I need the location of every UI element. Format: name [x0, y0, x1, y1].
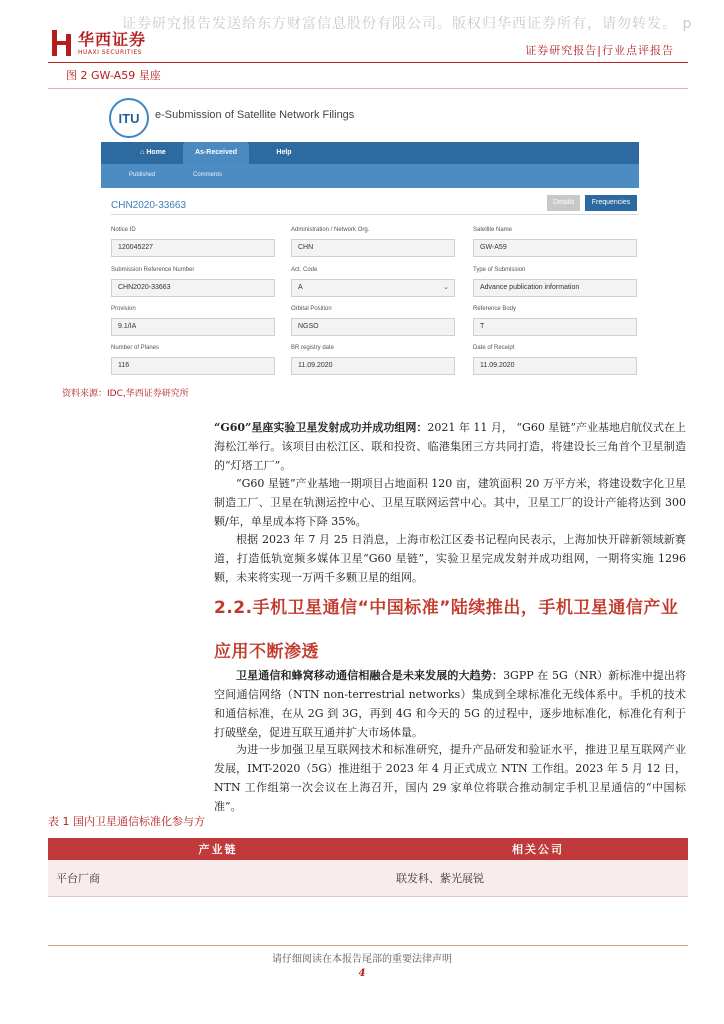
chevron-down-icon: ⌄: [443, 284, 449, 291]
notice-id-field[interactable]: 120045227: [111, 239, 275, 257]
table-cell-chain: 平台厂商: [48, 860, 388, 896]
br-registry-date-field[interactable]: 11.09.2020: [291, 357, 455, 375]
submission-type-field[interactable]: Advance publication information: [473, 279, 637, 297]
subnav-published[interactable]: Published: [129, 172, 156, 178]
paragraph-body: 2021 年 11 月， “G60 星链”产业基地启航仪式在上海松江举行。该项目由松江区、联和投资、临港集团三方共同打造，将建设长三角首个卫星制造的“灯塔工厂”。: [214, 421, 686, 472]
table-cell-companies: 联发科、紫光展锐: [388, 860, 688, 896]
standards-participants-table: [48, 838, 688, 897]
reference-body-field[interactable]: T: [473, 318, 637, 336]
subnav-comments[interactable]: Comments: [193, 172, 223, 178]
administration-field[interactable]: CHN: [291, 239, 455, 257]
report-type: 证券研究报告|行业点评报告: [525, 44, 674, 57]
number-of-planes-field[interactable]: 116: [111, 357, 275, 375]
field-label: Notice ID: [111, 227, 136, 233]
field-label: Number of Planes: [111, 345, 160, 351]
paragraph-lead: “G60”星座实验卫星发射成功并成功组网：: [214, 421, 428, 434]
watermark-text: 证券研究报告发送给东方财富信息股份有限公司。版权归华西证券所有，请勿转发。 p: [122, 16, 693, 32]
paragraph-body: 3GPP 在 5G（NR）新标准中提出将空间通信网络（NTN non-terrestrial networks）集成到全球标准化无线体系中。手机的技术和通信标准，在从 2G 到 3G，再到 4G 和今天的 5G 的过程中，逐步地标准化，标准化有利于打破壁垒，促进互联互通并扩大市场体量。: [214, 669, 686, 739]
field-label: Reference Body: [473, 306, 517, 312]
table-row: [48, 860, 688, 896]
field-label: Administration / Network Org.: [291, 227, 370, 233]
tab-home[interactable]: ⌂ Home: [140, 149, 166, 156]
field-label: Satellite Name: [473, 227, 513, 233]
filing-id: CHN2020-33663: [111, 200, 187, 211]
logo-name-en: HUAXI SECURITIES: [78, 48, 142, 56]
itu-logo-icon: ITU: [109, 98, 149, 138]
paragraph-g60-network: 根据 2023 年 7 月 25 日消息，上海市松江区委书记程向民表示，上海加快开辟新领域新赛道，打造低轨宽频多媒体卫星“G60 星链”，实验卫星完成发射并成功组网，一期将实施 1296 颗，未来将实现一万两千多颗卫星的组网。: [214, 533, 686, 584]
orbital-position-field[interactable]: NGSO: [291, 318, 455, 336]
submission-ref-field[interactable]: CHN2020-33663: [111, 279, 275, 297]
tab-as-received[interactable]: As-Received: [183, 142, 249, 164]
tab-home-label: Home: [146, 149, 166, 156]
tab-help[interactable]: Help: [276, 149, 292, 156]
field-label: Provision: [111, 306, 136, 312]
itu-sub-nav: [101, 164, 639, 188]
section-heading: 2.2.手机卫星通信“中国标准”陆续推出，手机卫星通信产业应用不断渗透: [214, 598, 679, 662]
huaxi-logo-icon: [52, 30, 72, 56]
itu-filing-screenshot: [101, 92, 639, 382]
field-label: Type of Submission: [473, 267, 526, 273]
field-label: Submission Reference Number: [111, 267, 195, 273]
paragraph-ntn-group: 为进一步加强卫星互联网技术和标准研究，提升产品研发和验证水平，推进卫星互联网产业发展，IMT-2020（5G）推进组于 2023 年 4 月正式成立 NTN 工作组。2023 年 5 月 12 日，NTN 工作组第一次会议在上海召开，国内 29 家单位将联合推动制定手机卫星通信的“中国标准”。: [214, 743, 686, 813]
legal-notice: 请仔细阅读在本报告尾部的重要法律声明: [272, 954, 452, 965]
paragraph-trend: [214, 666, 686, 742]
date-of-receipt-field[interactable]: 11.09.2020: [473, 357, 637, 375]
figure-divider: [48, 88, 688, 89]
paragraph-g60-base: “G60 星链”产业基地一期项目占地面积 120 亩，建筑面积 20 万平方米，将建设数字化卫星制造工厂、卫星在轨测运控中心、卫星互联网运营中心。其中，卫星工厂的设计产能将达到 300 颗/年，单星成本将下降 35%。: [214, 477, 686, 528]
field-label: Act. Code: [291, 267, 318, 273]
table-header-row: [48, 838, 688, 860]
itu-site-title: e-Submission of Satellite Network Filings: [155, 109, 355, 121]
field-label: Orbital Position: [291, 306, 332, 312]
paragraph-lead: 卫星通信和蜂窝移动通信相融合是未来发展的大趋势：: [236, 669, 504, 682]
frequencies-button[interactable]: Frequencies: [585, 195, 637, 211]
filing-divider: [111, 214, 639, 215]
act-code-value: A: [298, 284, 303, 291]
paragraph-g60-launch: [214, 418, 686, 475]
table-caption: 表 1 国内卫星通信标准化参与方: [48, 815, 205, 828]
details-button[interactable]: Details: [547, 195, 580, 211]
itu-nav-bar: [101, 142, 639, 164]
figure-source: 资料来源：IDC,华西证券研究所: [62, 389, 189, 399]
act-code-select[interactable]: [291, 279, 455, 297]
field-label: Date of Receipt: [473, 345, 515, 351]
field-label: BR registry date: [291, 345, 335, 351]
figure-caption: 图 2 GW-A59 星座: [66, 69, 161, 82]
logo-name-cn: 华西证券: [78, 29, 147, 49]
satellite-name-field[interactable]: GW-A59: [473, 239, 637, 257]
footer-divider: [48, 945, 688, 946]
header-divider: [48, 62, 688, 63]
column-header-companies: 相关公司: [388, 838, 688, 860]
company-logo: [52, 30, 146, 56]
column-header-chain: 产业链: [48, 838, 388, 860]
page-number: 4: [358, 968, 366, 979]
provision-field[interactable]: 9.1/IA: [111, 318, 275, 336]
